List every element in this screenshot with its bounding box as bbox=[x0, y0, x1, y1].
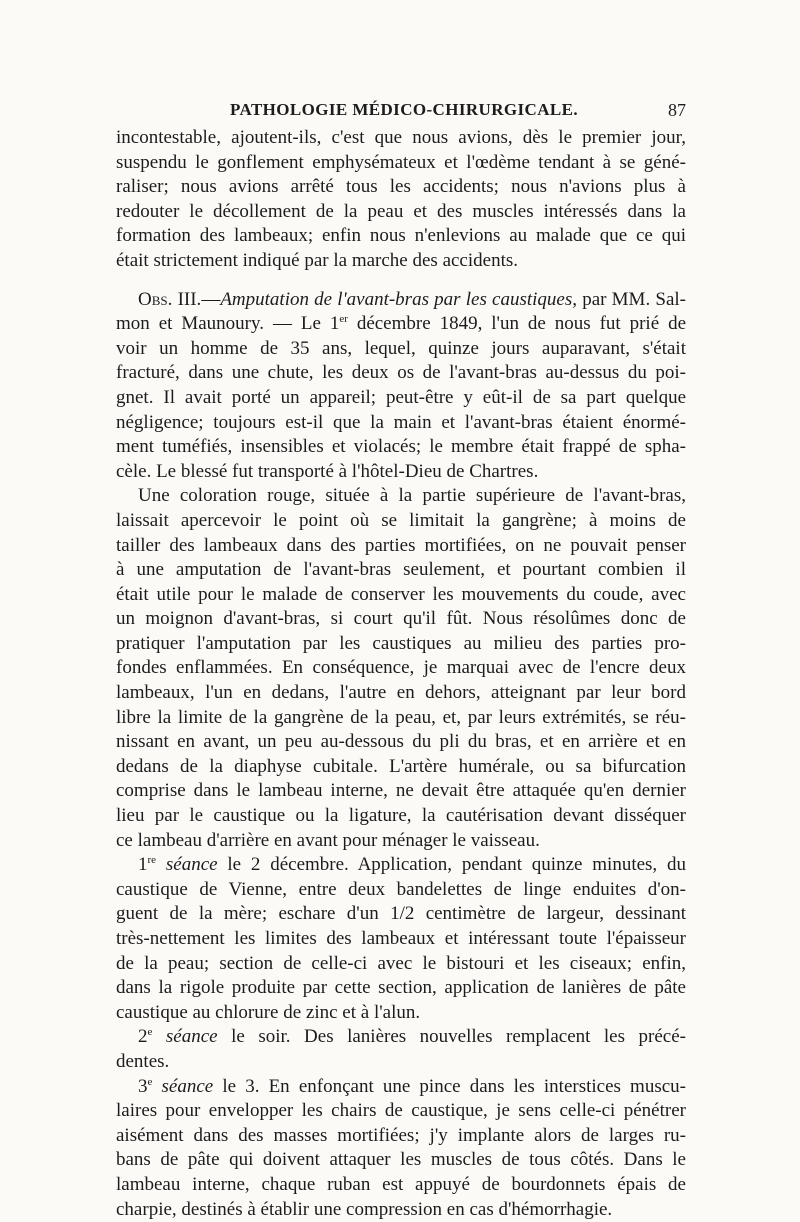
text-line: était strictement indiqué par la marche des accidents. bbox=[116, 249, 518, 271]
text-line: négligence; toujours est-il que la main et l'avant-bras étaient énormé- bbox=[116, 411, 686, 433]
text-line: un moignon d'avant-bras, si court qu'il fût. Nous résolûmes donc de bbox=[116, 608, 686, 630]
seance-2-line: 2e séance le soir. Des lanières nouvelles remplacent les précé- bbox=[138, 1026, 686, 1048]
text-line: gnet. Il avait porté un appareil; peut-être y eût-il de sa part quelque bbox=[116, 386, 686, 408]
observation-authors: par MM. Sal- bbox=[577, 288, 686, 310]
seance-label: séance bbox=[152, 1075, 214, 1097]
text-line: bans de pâte qui doivent attaquer les muscles de tous côtés. Dans le bbox=[116, 1149, 686, 1171]
text-line: suspendu le gonflement emphysémateux et l'œdème tendant à se géné- bbox=[116, 151, 686, 173]
text-line: formation des lambeaux; enfin nous n'enlevions au malade que ce qui bbox=[116, 225, 686, 247]
observation-label: Obs. III. bbox=[138, 288, 202, 310]
text-line: Une coloration rouge, située à la partie supérieure de l'avant-bras, bbox=[138, 485, 686, 507]
text-line: laissait apercevoir le point où se limitait la gangrène; à moins de bbox=[116, 509, 686, 531]
seance-label: séance bbox=[152, 1026, 218, 1048]
body-text bbox=[116, 126, 686, 1222]
text-line: lambeau interne, chaque ruban est appuyé de bourdonnets épais de bbox=[116, 1173, 686, 1195]
text-line: fondes enflammées. En conséquence, je marquai avec de l'encre deux bbox=[116, 657, 686, 679]
text-line: pratiquer l'amputation par les caustiques au milieu des parties pro- bbox=[116, 632, 686, 654]
text-line: cèle. Le blessé fut transporté à l'hôtel-Dieu de Chartres. bbox=[116, 460, 539, 482]
text-line: tailler des lambeaux dans des parties mortifiées, on ne pouvait penser bbox=[116, 534, 686, 556]
text-line: voir un homme de 35 ans, lequel, quinze jours auparavant, s'était bbox=[116, 337, 686, 359]
observation-title: Amputation de l'avant-bras par les caustiques, bbox=[220, 288, 578, 310]
observation-dash: — bbox=[201, 288, 221, 310]
text-line: raliser; nous avions arrêté tous les accidents; nous n'avions plus à bbox=[116, 176, 686, 198]
text-line: comprise dans le lambeau interne, ne devait être attaquée qu'en dernier bbox=[116, 780, 686, 802]
text-line: charpie, destinés à établir une compression en cas d'hémorrhagie. bbox=[116, 1198, 613, 1220]
running-title: PATHOLOGIE MÉDICO-CHIRURGICALE. bbox=[230, 100, 579, 119]
text-line: libre la limite de la gangrène de la peau, et, par leurs extrémités, se réu- bbox=[116, 706, 686, 728]
text-line: laires pour envelopper les chairs de caustique, je sens celle-ci pénétrer bbox=[116, 1100, 686, 1122]
text-line: nissant en avant, un peu au-dessous du pli du bras, et en arrière et en bbox=[116, 731, 686, 753]
text-line: ment tuméfiés, insensibles et violacés; le membre était frappé de spha- bbox=[116, 436, 686, 458]
text-line: était utile pour le malade de conserver les mouvements du coude, avec bbox=[116, 583, 686, 605]
text-line: lambeaux, l'un en dedans, l'autre en dehors, atteignant par leur bord bbox=[116, 682, 686, 704]
superscript: re bbox=[147, 854, 157, 867]
seance-label: séance bbox=[156, 854, 218, 876]
superscript: er bbox=[339, 313, 348, 326]
observation-heading bbox=[116, 288, 686, 313]
superscript: e bbox=[147, 1075, 153, 1088]
text-line: très-nettement les limites des lambeaux et intéressant toute l'épaisseur bbox=[116, 928, 686, 949]
text-line: aisément dans des masses mortifiées; j'y implante alors de larges ru- bbox=[116, 1124, 686, 1146]
superscript: e bbox=[147, 1026, 153, 1039]
text-line: redouter le décollement de la peau et des muscles intéressés dans la bbox=[116, 200, 686, 222]
seance-1-line: 1re séance le 2 décembre. Application, pendant quinze minutes, du bbox=[138, 854, 686, 876]
text-line: mon et Maunoury. — Le 1er décembre 1849, l'un de nous fut prié de bbox=[116, 313, 686, 335]
text-line: incontestable, ajoutent-ils, c'est que nous avions, dès le premier jour, bbox=[116, 127, 686, 148]
text-line: de la peau; section de celle-ci avec le bistouri et les ciseaux; enfin, bbox=[116, 952, 686, 974]
running-head bbox=[116, 100, 686, 124]
text-line: dentes. bbox=[116, 1050, 170, 1072]
text-line: lieu par le caustique ou la ligature, la cautérisation devant disséquer bbox=[116, 805, 686, 827]
text-line: fracturé, dans une chute, les deux os de l'avant-bras au-dessus du poi- bbox=[116, 362, 686, 384]
text-line: dans la rigole produite par cette section, application de lanières de pâte bbox=[116, 977, 686, 999]
text-line: ce lambeau d'arrière en avant pour ménager le vaisseau. bbox=[116, 829, 540, 851]
text-line: dedans de la diaphyse cubitale. L'artère humérale, ou sa bifurcation bbox=[116, 755, 686, 777]
text-line: à une amputation de l'avant-bras seulement, et pourtant combien il bbox=[116, 559, 686, 581]
text-line: guent de la mère; eschare d'un 1/2 centimètre de largeur, dessinant bbox=[116, 903, 686, 925]
seance-3-line: 3e séance le 3. En enfonçant une pince dans les interstices muscu- bbox=[138, 1075, 686, 1097]
text-line: caustique de Vienne, entre deux bandelettes de linge enduites d'on- bbox=[116, 878, 686, 900]
page-number: 87 bbox=[668, 100, 686, 120]
text-line: caustique au chlorure de zinc et à l'alun. bbox=[116, 1001, 421, 1023]
